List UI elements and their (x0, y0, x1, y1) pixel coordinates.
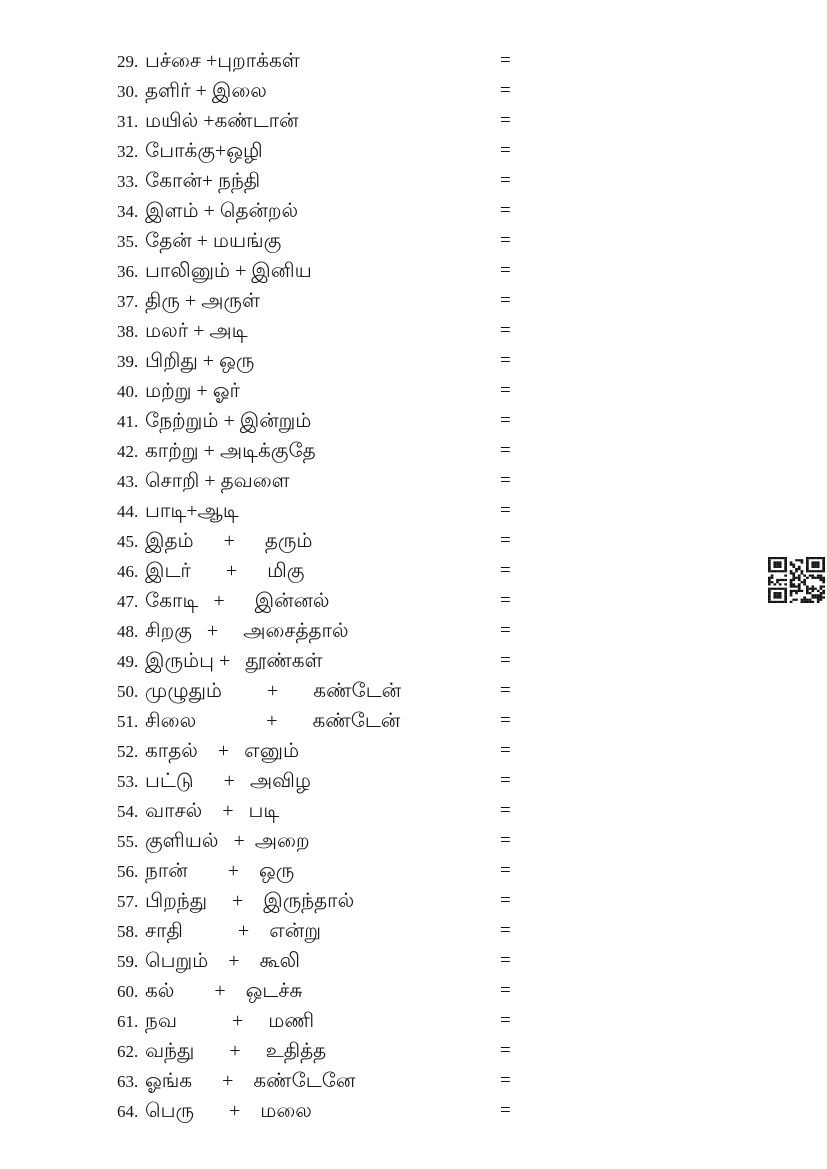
exercise-row (117, 76, 597, 106)
exercise-row (117, 826, 597, 856)
item-expression: இரும்பு + தூண்கள் (145, 650, 323, 672)
item-expression: பட்டு + அவிழ (145, 770, 312, 792)
item-expression: தேன் + மயங்கு (145, 230, 282, 252)
equals-sign: = (500, 740, 511, 761)
equals-sign: = (500, 410, 511, 431)
item-expression: நான் + ஒரு (145, 860, 295, 882)
item-expression: மற்று + ஓர் (145, 380, 240, 402)
exercise-row (117, 196, 597, 226)
item-expression: குளியல் + அறை (145, 830, 310, 852)
equals-sign: = (500, 200, 511, 221)
equals-sign: = (500, 110, 511, 131)
item-number: 54. (117, 802, 139, 821)
item-expression: பாடி+ஆடி (145, 500, 239, 522)
item-expression: சாதி + என்று (145, 920, 321, 942)
exercise-row (117, 286, 597, 316)
exercise-row (117, 586, 597, 616)
item-number: 57. (117, 892, 139, 911)
item-number: 47. (117, 592, 139, 611)
item-number: 49. (117, 652, 139, 671)
item-expression: இடர் + மிகு (145, 560, 305, 582)
equals-sign: = (500, 770, 511, 791)
item-number: 48. (117, 622, 139, 641)
equals-sign: = (500, 500, 511, 521)
item-number: 63. (117, 1072, 139, 1091)
item-number: 60. (117, 982, 139, 1001)
exercise-row (117, 736, 597, 766)
equals-sign: = (500, 950, 511, 971)
exercise-row (117, 46, 597, 76)
item-expression: திரு + அருள் (145, 290, 261, 312)
item-expression: நேற்றும் + இன்றும் (145, 410, 312, 432)
item-number: 62. (117, 1042, 139, 1061)
equals-sign: = (500, 800, 511, 821)
item-expression: வாசல் + படி (145, 800, 280, 822)
equals-sign: = (500, 230, 511, 251)
item-number: 33. (117, 172, 139, 191)
exercise-row (117, 316, 597, 346)
exercise-row (117, 436, 597, 466)
equals-sign: = (500, 350, 511, 371)
exercise-row (117, 976, 597, 1006)
item-expression: பெரு + மலை (145, 1100, 312, 1122)
exercise-row (117, 466, 597, 496)
equals-sign: = (500, 470, 511, 491)
item-expression: மலர் + அடி (145, 320, 248, 342)
equals-sign: = (500, 290, 511, 311)
item-expression: இதம் + தரும் (145, 530, 313, 552)
item-number: 53. (117, 772, 139, 791)
item-number: 38. (117, 322, 139, 341)
equals-sign: = (500, 320, 511, 341)
exercise-row (117, 496, 597, 526)
item-number: 56. (117, 862, 139, 881)
equals-sign: = (500, 590, 511, 611)
item-expression: கோடி + இன்னல் (145, 590, 330, 612)
equals-sign: = (500, 920, 511, 941)
equals-sign: = (500, 620, 511, 641)
exercise-row (117, 946, 597, 976)
item-number: 41. (117, 412, 139, 431)
exercise-row (117, 1006, 597, 1036)
item-expression: சிறகு + அசைத்தால் (145, 620, 349, 642)
equals-sign: = (500, 830, 511, 851)
item-expression: நவ + மணி (145, 1010, 315, 1032)
item-number: 37. (117, 292, 139, 311)
exercise-row (117, 616, 597, 646)
equals-sign: = (500, 440, 511, 461)
item-number: 43. (117, 472, 139, 491)
item-expression: இளம் + தென்றல் (145, 200, 299, 222)
item-number: 45. (117, 532, 139, 551)
exercise-row (117, 406, 597, 436)
equals-sign: = (500, 380, 511, 401)
item-expression: கோன்+ நந்தி (145, 170, 261, 192)
item-expression: சொறி + தவளை (145, 470, 290, 492)
equals-sign: = (500, 1010, 511, 1031)
item-expression: பச்சை +புறாக்கள் (145, 50, 300, 72)
item-expression: முழுதும் + கண்டேன் (145, 680, 402, 702)
exercise-row (117, 136, 597, 166)
equals-sign: = (500, 710, 511, 731)
item-expression: வந்து + உதித்த (145, 1040, 327, 1062)
item-number: 36. (117, 262, 139, 281)
equals-sign: = (500, 650, 511, 671)
exercise-row (117, 646, 597, 676)
exercise-row (117, 1096, 597, 1126)
item-expression: ஓங்க + கண்டேனே (145, 1070, 356, 1092)
exercise-row (117, 166, 597, 196)
item-number: 35. (117, 232, 139, 251)
equals-sign: = (500, 1070, 511, 1091)
exercise-row (117, 256, 597, 286)
item-number: 52. (117, 742, 139, 761)
exercise-row (117, 706, 597, 736)
item-expression: பிறிது + ஒரு (145, 350, 255, 372)
equals-sign: = (500, 560, 511, 581)
item-number: 44. (117, 502, 139, 521)
item-number: 61. (117, 1012, 139, 1031)
equals-sign: = (500, 530, 511, 551)
equals-sign: = (500, 680, 511, 701)
exercise-row (117, 106, 597, 136)
item-number: 39. (117, 352, 139, 371)
item-expression: சிலை + கண்டேன் (145, 710, 401, 732)
exercise-list (117, 46, 597, 1126)
exercise-row (117, 556, 597, 586)
item-expression: காற்று + அடிக்குதே (145, 440, 316, 462)
item-number: 51. (117, 712, 139, 731)
exercise-row (117, 226, 597, 256)
item-number: 40. (117, 382, 139, 401)
exercise-row (117, 886, 597, 916)
item-number: 42. (117, 442, 139, 461)
equals-sign: = (500, 1040, 511, 1061)
exercise-row (117, 376, 597, 406)
equals-sign: = (500, 50, 511, 71)
item-expression: தளிர் + இலை (145, 80, 267, 102)
item-number: 34. (117, 202, 139, 221)
item-number: 58. (117, 922, 139, 941)
item-number: 50. (117, 682, 139, 701)
item-expression: போக்கு+ஒழி (145, 140, 263, 162)
item-expression: பாலினும் + இனிய (145, 260, 312, 282)
exercise-row (117, 1066, 597, 1096)
item-number: 59. (117, 952, 139, 971)
item-number: 32. (117, 142, 139, 161)
item-number: 30. (117, 82, 139, 101)
equals-sign: = (500, 1100, 511, 1121)
equals-sign: = (500, 260, 511, 281)
item-expression: மயில் +கண்டான் (145, 110, 299, 132)
item-number: 31. (117, 112, 139, 131)
item-number: 55. (117, 832, 139, 851)
exercise-row (117, 676, 597, 706)
exercise-row (117, 1036, 597, 1066)
equals-sign: = (500, 890, 511, 911)
item-expression: கல் + ஒடச்சு (145, 980, 303, 1002)
equals-sign: = (500, 80, 511, 101)
exercise-row (117, 766, 597, 796)
exercise-row (117, 796, 597, 826)
equals-sign: = (500, 140, 511, 161)
item-number: 64. (117, 1102, 139, 1121)
exercise-row (117, 526, 597, 556)
item-number: 29. (117, 52, 139, 71)
item-expression: காதல் + எனும் (145, 740, 300, 762)
exercise-row (117, 346, 597, 376)
item-number: 46. (117, 562, 139, 581)
exercise-row (117, 856, 597, 886)
equals-sign: = (500, 860, 511, 881)
equals-sign: = (500, 980, 511, 1001)
qr-code-icon (768, 557, 825, 603)
exercise-row (117, 916, 597, 946)
equals-sign: = (500, 170, 511, 191)
item-expression: பிறந்து + இருந்தால் (145, 890, 355, 912)
item-expression: பெறும் + கூலி (145, 950, 300, 972)
